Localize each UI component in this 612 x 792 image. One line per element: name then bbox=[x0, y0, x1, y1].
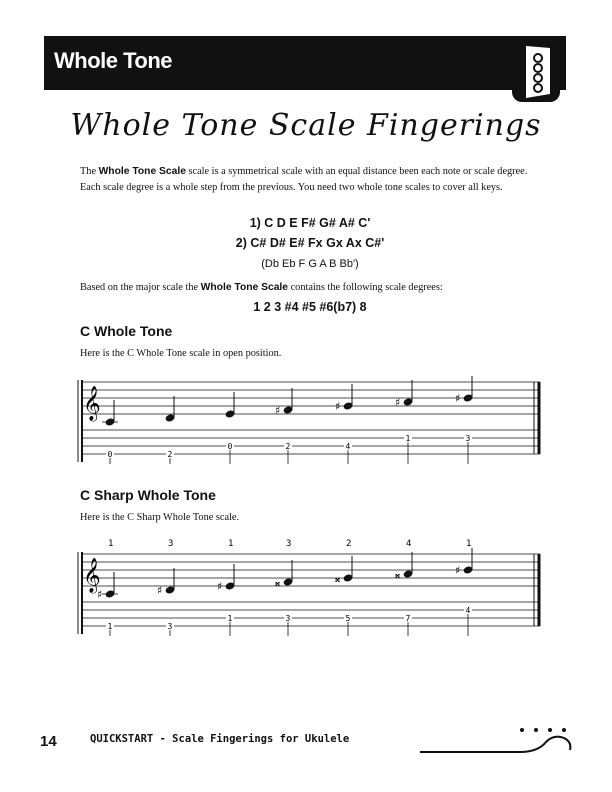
c-whole-tone-notation bbox=[74, 372, 544, 472]
chapter-title: Whole Tone bbox=[54, 48, 173, 73]
tab-fret bbox=[344, 613, 352, 636]
tab-fret bbox=[464, 433, 472, 464]
ukulele-headstock-icon bbox=[510, 38, 562, 104]
tab-fret bbox=[166, 449, 174, 464]
finger-number: 1 bbox=[228, 539, 234, 549]
treble-clef-icon: 𝄞 bbox=[83, 386, 101, 421]
svg-text:4: 4 bbox=[345, 442, 351, 451]
svg-text:1: 1 bbox=[405, 434, 411, 443]
note bbox=[395, 380, 413, 409]
svg-text:3: 3 bbox=[167, 622, 173, 631]
svg-text:3: 3 bbox=[285, 614, 291, 623]
finger-number: 4 bbox=[406, 539, 412, 549]
footer-running-title: QUICKSTART - Scale Fingerings for Ukulele bbox=[90, 733, 350, 745]
page-title: Whole Tone Scale Fingerings bbox=[70, 108, 542, 143]
tab-fret bbox=[284, 441, 292, 464]
page-number: 14 bbox=[40, 733, 57, 750]
scale-line-1: 1) C D E F# G# A# C' bbox=[249, 216, 371, 230]
tab-fret bbox=[226, 441, 234, 464]
svg-text:1: 1 bbox=[107, 622, 113, 631]
tab-fret bbox=[464, 605, 472, 636]
note bbox=[225, 392, 236, 419]
tab-fret bbox=[284, 613, 292, 636]
sharp-icon: ♯ bbox=[395, 396, 401, 409]
section-c-sharp-whole-tone-desc: Here is the C Sharp Whole Tone scale. bbox=[80, 512, 240, 523]
tab-fret bbox=[106, 449, 114, 464]
note bbox=[335, 556, 353, 585]
sharp-icon: ♯ bbox=[275, 404, 281, 417]
svg-text:0: 0 bbox=[227, 442, 233, 451]
section-c-whole-tone-title: C Whole Tone bbox=[80, 323, 173, 339]
scale-line-2-enharmonic: (Db Eb F G A B Bb') bbox=[261, 258, 359, 270]
c-sharp-whole-tone-notation bbox=[74, 534, 544, 644]
finger-number: 3 bbox=[286, 539, 292, 549]
tab-fret bbox=[106, 621, 114, 636]
svg-text:7: 7 bbox=[405, 614, 411, 623]
sharp-icon: ♯ bbox=[455, 564, 461, 577]
svg-text:4: 4 bbox=[465, 606, 471, 615]
finger-number: 3 bbox=[168, 539, 174, 549]
note bbox=[275, 388, 293, 417]
svg-text:5: 5 bbox=[345, 614, 351, 623]
intro-paragraph: The Whole Tone Scale scale is a symmetrical scale with an equal distance been each note or scale degree. Each scale degree is a whole step from the previous. You need two whole tone scales to cover all keys. bbox=[80, 166, 528, 193]
intro-bold-term: Whole Tone Scale bbox=[98, 166, 186, 177]
sharp-icon: ♯ bbox=[335, 400, 341, 413]
sharp-icon: ♯ bbox=[157, 584, 163, 597]
double-sharp-icon: 𝄪 bbox=[275, 576, 280, 589]
tab-fret bbox=[344, 441, 352, 464]
tab-fret bbox=[226, 613, 234, 636]
section-c-whole-tone-desc: Here is the C Whole Tone scale in open position. bbox=[80, 348, 282, 359]
note bbox=[165, 396, 176, 423]
note bbox=[217, 564, 235, 593]
svg-text:1: 1 bbox=[227, 614, 233, 623]
note bbox=[455, 376, 473, 405]
sharp-icon: ♯ bbox=[455, 392, 461, 405]
ukulele-headstock-footer-icon bbox=[420, 720, 580, 760]
finger-number: 2 bbox=[346, 539, 352, 549]
treble-clef-icon: 𝄞 bbox=[83, 558, 101, 593]
section-c-sharp-whole-tone-title: C Sharp Whole Tone bbox=[80, 487, 216, 503]
tab-fret bbox=[166, 621, 174, 636]
sharp-icon: ♯ bbox=[217, 580, 223, 593]
finger-number: 1 bbox=[108, 539, 114, 549]
based-paragraph: Based on the major scale the Whole Tone Scale contains the following scale degrees: bbox=[80, 282, 443, 293]
note bbox=[102, 400, 118, 427]
svg-text:3: 3 bbox=[465, 434, 471, 443]
note bbox=[335, 384, 353, 413]
tab-fret bbox=[404, 613, 412, 636]
note bbox=[275, 560, 293, 589]
finger-number: 1 bbox=[466, 539, 472, 549]
svg-text:0: 0 bbox=[107, 450, 113, 459]
note bbox=[455, 548, 473, 577]
svg-text:2: 2 bbox=[167, 450, 173, 459]
based-bold-term: Whole Tone Scale bbox=[200, 282, 289, 293]
scale-line-2: 2) C# D# E# Fx Gx Ax C#' bbox=[235, 236, 385, 250]
tab-fret bbox=[404, 433, 412, 464]
note bbox=[157, 568, 175, 597]
sharp-icon: ♯ bbox=[97, 588, 103, 601]
svg-text:2: 2 bbox=[285, 442, 291, 451]
scale-degrees: 1 2 3 #4 #5 #6(b7) 8 bbox=[253, 300, 367, 314]
double-sharp-icon: 𝄪 bbox=[395, 568, 400, 581]
double-sharp-icon: 𝄪 bbox=[335, 572, 340, 585]
note bbox=[395, 552, 413, 581]
